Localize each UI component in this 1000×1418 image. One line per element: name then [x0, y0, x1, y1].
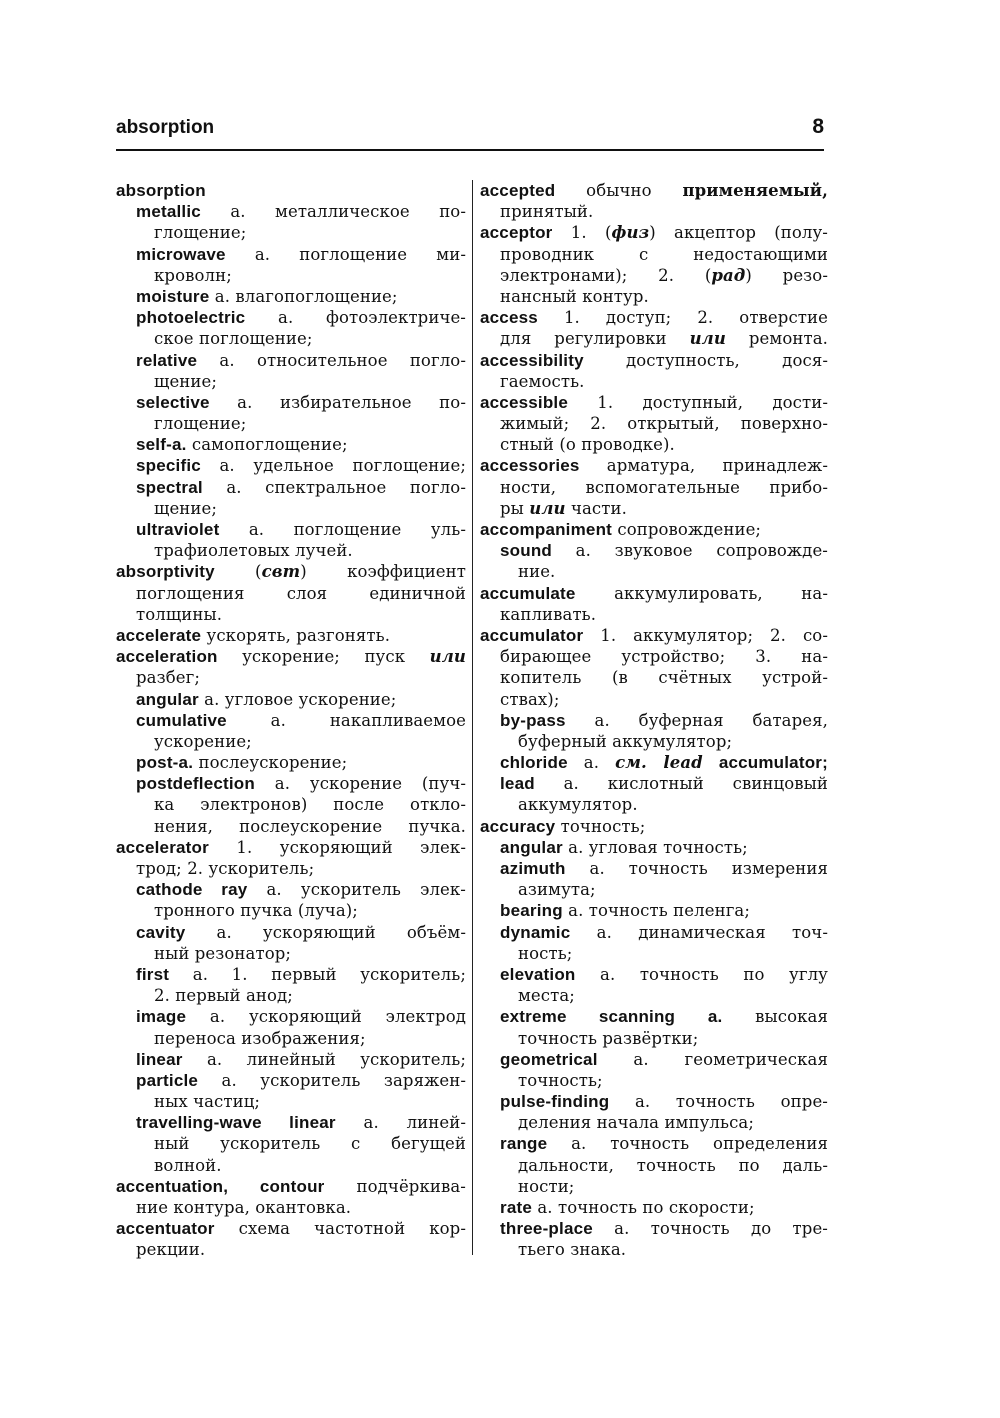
headword: accelerate [116, 625, 202, 645]
definition-text: места; [518, 986, 575, 1006]
entry-line [480, 1133, 828, 1154]
entry-line [480, 646, 828, 667]
definition-text: щение; [154, 371, 218, 391]
entry-line [480, 519, 828, 540]
entry-line [116, 1006, 466, 1027]
entry-line [480, 1112, 828, 1133]
label-italic: или [689, 329, 726, 349]
entry-line [480, 1028, 828, 1049]
definition-text: a. влагопоглощение; [209, 286, 398, 306]
entry-line [480, 625, 828, 646]
entry-line [116, 1070, 466, 1091]
entry-line [480, 180, 828, 201]
definition-text: щение; [154, 498, 218, 518]
entry-line [480, 1197, 828, 1218]
entry-line [480, 434, 828, 455]
entry-line [480, 540, 828, 561]
entry-line [116, 1218, 466, 1239]
definition-text: a. 1. первый ускоритель; [169, 964, 466, 984]
headword: sound [500, 541, 552, 561]
entry-line [480, 561, 828, 582]
definition-text: a. ускоритель элек- [247, 880, 466, 900]
definition-text: a. кислотный свинцовый [534, 774, 828, 794]
headword: acceptor [480, 223, 553, 243]
headword: spectral [136, 477, 203, 497]
entry-line [116, 964, 466, 985]
headword: photoelectric [136, 308, 246, 328]
label-italic: или [529, 498, 566, 518]
definition-text: ние. [518, 562, 556, 582]
definition-text: проводник с недостающими [500, 244, 828, 264]
definition-text: тьего знака. [518, 1240, 627, 1260]
entry-line [116, 1112, 466, 1133]
entry-line [116, 689, 466, 710]
entry-line [116, 667, 466, 688]
entry-line [480, 689, 828, 710]
entry-line [116, 371, 466, 392]
definition-text: a. точность до тре- [592, 1219, 828, 1239]
definition-text: буферный аккумулятор; [518, 731, 733, 751]
definition-text: ) акцептор (полу- [649, 223, 828, 243]
definition-text: ных частиц; [154, 1092, 261, 1112]
definition-text: волной. [154, 1155, 222, 1175]
headword: extreme scanning [500, 1007, 676, 1027]
entry-line [480, 1070, 828, 1091]
headword: dynamic [500, 922, 571, 942]
entry-line [480, 413, 828, 434]
definition-text: разбег; [136, 668, 201, 688]
headword: absorption [116, 181, 206, 200]
running-header [116, 115, 824, 151]
definition-text: рекции. [136, 1240, 206, 1260]
definition-text: a. фотоэлектриче- [245, 308, 466, 328]
label-italic: физ [611, 223, 650, 243]
definition-text: ка электронов) после откло- [154, 795, 466, 815]
entry-line [480, 1049, 828, 1070]
page-number: 8 [812, 115, 824, 138]
definition-text: бирающее устройство; 3. на- [500, 647, 828, 667]
entry-line [116, 307, 466, 328]
entry-line [480, 265, 828, 286]
headword: rate [500, 1198, 532, 1217]
entry-line [480, 731, 828, 752]
entry-line [116, 731, 466, 752]
headword: postdeflection [136, 774, 255, 794]
headword: post-a. [136, 753, 194, 773]
definition-text: для регулировки [500, 329, 690, 349]
headword: moisture [136, 286, 210, 306]
entry-line [480, 1091, 828, 1112]
headword: metallic [136, 202, 201, 222]
definition-text: a. линейный ускоритель; [182, 1049, 466, 1069]
headword: microwave [136, 244, 226, 264]
headword: accessories [480, 456, 580, 476]
definition-text: ности, вспомогательные прибо- [500, 477, 828, 497]
entry-line [116, 1133, 466, 1154]
definition-text: a. динамическая точ- [570, 922, 828, 942]
definition-text: a. угловое ускорение; [198, 689, 397, 709]
definition-text: ускорение; [154, 731, 252, 751]
definition-text: a. угловая точность; [562, 837, 748, 857]
entry-line [116, 710, 466, 731]
entry-line [116, 1197, 466, 1218]
entry-line [116, 201, 466, 222]
definition-text: обычно [555, 181, 683, 200]
running-headword: absorption [116, 117, 215, 138]
definition-text: a. накапливаемое [226, 710, 466, 730]
definition-text: аккумулятор. [518, 795, 638, 815]
headword: acceleration [116, 647, 218, 667]
headword: access [480, 308, 538, 328]
entry-line [116, 498, 466, 519]
definition-text: 1. ускоряющий элек- [208, 837, 466, 857]
headword: ultraviolet [136, 520, 220, 539]
definition-text: деления начала импульса; [518, 1113, 755, 1133]
definition-text: 2. первый анод; [154, 986, 293, 1006]
entry-line [116, 773, 466, 794]
label-italic: рад [711, 265, 746, 285]
definition-text: a. точность по углу [575, 964, 828, 984]
entry-line [116, 540, 466, 561]
headword: pulse-finding [500, 1092, 610, 1112]
headword: cumulative [136, 710, 227, 730]
entry-line [480, 667, 828, 688]
entry-line [116, 1155, 466, 1176]
headword: bearing [500, 901, 563, 921]
entry-line [116, 604, 466, 625]
headword: by-pass [500, 710, 566, 730]
definition-text: a. поглощение уль- [219, 520, 466, 539]
entry-line [480, 371, 828, 392]
entry-line [480, 307, 828, 328]
definition-text: a. относительное погло- [197, 350, 466, 370]
definition-text: a. ускоритель заряжен- [198, 1070, 466, 1090]
entry-line [480, 455, 828, 476]
headword: angular [500, 837, 563, 857]
definition-text: a. металлическое по- [200, 202, 466, 222]
entry-line [480, 837, 828, 858]
definition-text: a. [567, 753, 616, 773]
definition-text: части. [565, 498, 627, 518]
definition-text: 1. ( [552, 223, 612, 243]
headword: three-place [500, 1219, 593, 1239]
entry-line [480, 879, 828, 900]
headword: specific [136, 456, 201, 476]
entry-line [116, 180, 466, 201]
definition-text: a. ускорение (пуч- [254, 774, 466, 794]
definition-text: поглощения слоя единичной [136, 583, 466, 603]
definition-text: ры [500, 498, 530, 518]
headword: cathode ray [136, 880, 248, 900]
definition-text: высокая [722, 1007, 828, 1027]
headword: cavity [136, 922, 186, 942]
entry-line [480, 773, 828, 794]
headword: image [136, 1007, 187, 1027]
definition-text: a. удельное поглощение; [200, 456, 466, 476]
entry-line [480, 794, 828, 815]
definition-text: нансный контур. [500, 286, 649, 306]
entry-line [480, 943, 828, 964]
definition-text: тронного пучка (луча); [154, 901, 358, 921]
entry-line [480, 201, 828, 222]
headword: linear [136, 1049, 183, 1069]
headword: elevation [500, 964, 576, 984]
entry-line [480, 604, 828, 625]
headword: range [500, 1134, 548, 1154]
headword: accompaniment [480, 520, 613, 539]
definition-text: ( [214, 562, 262, 582]
definition-text: гаемость. [500, 371, 585, 391]
entry-line [480, 710, 828, 731]
definition-text: подчёркива- [324, 1176, 466, 1196]
definition-text: переноса изображения; [154, 1028, 366, 1048]
definition-text: 1. аккумулятор; 2. со- [583, 625, 828, 645]
definition-text: ское поглощение; [154, 329, 313, 349]
definition-text: дальности, точность по даль- [518, 1155, 828, 1175]
entry-line [480, 498, 828, 519]
entry-line [116, 879, 466, 900]
definition-text [703, 753, 719, 772]
headword: chloride [500, 753, 568, 773]
definition-text: a. точность определения [547, 1134, 828, 1154]
definition-text: ствах); [500, 689, 560, 709]
entry-line [116, 625, 466, 646]
headword: accelerator [116, 837, 209, 857]
definition-text: a. точность пеленга; [562, 901, 751, 921]
entry-line [116, 985, 466, 1006]
entry-line [116, 1239, 466, 1260]
entry-line [116, 519, 466, 540]
definition-text: ность; [518, 943, 573, 963]
entry-line [116, 1091, 466, 1112]
headword: travelling-wave linear [136, 1113, 336, 1133]
definition-text: нения, послеускорение пучка. [154, 816, 466, 836]
definition-text: a. поглощение ми- [225, 244, 466, 264]
definition-text: капливать. [500, 604, 597, 624]
entry-line [480, 222, 828, 243]
entry-line [116, 900, 466, 921]
definition-text: 1. доступ; 2. отверстие [537, 308, 828, 328]
headword: relative [136, 350, 198, 370]
definition-text: доступность, дося- [583, 350, 828, 370]
definition-text: глощение; [154, 223, 247, 243]
definition-text: копитель (в счётных устрой- [500, 668, 828, 688]
entry-line [116, 477, 466, 498]
definition-text: a. геометрическая [597, 1049, 828, 1069]
entry-line [480, 1176, 828, 1197]
headword: accessibility [480, 350, 584, 370]
definition-text: 1. доступный, дости- [568, 392, 828, 412]
definition-text: ремонта. [725, 329, 828, 349]
entry-line [480, 350, 828, 371]
definition-text: a. спектральное погло- [202, 477, 466, 497]
entry-line [480, 286, 828, 307]
definition-text: a. ускоряющий электрод [186, 1007, 466, 1027]
entry-line [116, 646, 466, 667]
definition-text: электронами); 2. ( [500, 265, 712, 285]
headword: azimuth [500, 859, 566, 878]
entry-line [116, 858, 466, 879]
definition-text: ный ускоритель с бегущей [154, 1134, 466, 1154]
definition-text: a. звуковое сопровожде- [552, 541, 828, 561]
entry-line [480, 985, 828, 1006]
entry-line [116, 286, 466, 307]
definition-text: схема частотной кор- [214, 1219, 466, 1239]
entry-line [480, 900, 828, 921]
entry-line [480, 1218, 828, 1239]
entry-line [480, 328, 828, 349]
label-italic: или [429, 647, 466, 667]
entry-line [480, 392, 828, 413]
entry-line [480, 922, 828, 943]
entry-line [116, 434, 466, 455]
definition-text: ) коэффициент [300, 562, 466, 582]
definition-text: применяемый, [682, 181, 828, 200]
definition-text: точность; [518, 1070, 603, 1090]
definition-text: кроволн; [154, 265, 232, 285]
definition-text: глощение; [154, 414, 247, 434]
label-italic: см. lead [615, 753, 703, 773]
headword: accessible [480, 392, 569, 412]
definition-text: трод; 2. ускоритель; [136, 859, 315, 878]
entry-line [116, 222, 466, 243]
definition-text: азимута; [518, 880, 596, 900]
headword: accumulator; [718, 753, 828, 773]
headword: angular [136, 689, 199, 709]
entry-line [116, 922, 466, 943]
definition-text: принятый. [500, 202, 594, 222]
entry-line [116, 392, 466, 413]
definition-text [675, 1007, 708, 1026]
entry-line [116, 752, 466, 773]
entry-line [480, 1155, 828, 1176]
entry-line [480, 244, 828, 265]
entry-line [116, 350, 466, 371]
entry-line [116, 244, 466, 265]
definition-text: ние контура, окантовка. [136, 1198, 352, 1217]
definition-text: ности; [518, 1176, 575, 1196]
headword: accuracy [480, 816, 556, 836]
headword: first [136, 964, 170, 984]
headword: accentuator [116, 1219, 215, 1239]
entry-line [116, 1176, 466, 1197]
definition-text: толщины. [136, 604, 223, 624]
headword: accumulator [480, 625, 584, 645]
definition-text: послеускорение; [193, 753, 348, 773]
entry-line [116, 413, 466, 434]
headword: particle [136, 1070, 199, 1090]
entry-line [480, 858, 828, 879]
headword: self-a. [136, 435, 187, 455]
headword: selective [136, 392, 210, 412]
entry-line [116, 1049, 466, 1070]
definition-text: трафиолетовых лучей. [154, 541, 353, 561]
entry-line [116, 561, 466, 582]
definition-text: a. точность измерения [565, 859, 828, 878]
entry-line [480, 1006, 828, 1027]
headword: absorptivity [116, 562, 215, 582]
definition-text: сопровождение; [612, 520, 762, 539]
entry-line [480, 752, 828, 773]
definition-text: самопоглощение; [186, 435, 348, 455]
definition-text: a. избирательное по- [209, 392, 466, 412]
definition-text: ускорение; пуск [217, 647, 430, 667]
entry-line [116, 943, 466, 964]
definition-text: ) резо- [745, 265, 828, 285]
left-column [116, 180, 466, 1261]
definition-text: a. точность по скорости; [532, 1198, 755, 1217]
entry-line [480, 1239, 828, 1260]
headword: a. [707, 1007, 723, 1027]
definition-text: a. буферная батарея, [565, 710, 828, 730]
entry-line [116, 794, 466, 815]
entry-line [116, 1028, 466, 1049]
entry-line [116, 583, 466, 604]
entry-line [116, 816, 466, 837]
definition-text: ный резонатор; [154, 943, 292, 963]
headword: geometrical [500, 1049, 598, 1069]
entry-line [480, 477, 828, 498]
column-divider [472, 180, 473, 1255]
entry-line [480, 816, 828, 837]
label-italic: свт [261, 562, 301, 582]
definition-text: арматура, принадлеж- [579, 456, 828, 476]
headword: lead [500, 774, 535, 794]
entry-line [116, 265, 466, 286]
definition-text: аккумулировать, на- [575, 583, 828, 603]
right-column [480, 180, 828, 1261]
definition-text: a. точность опре- [609, 1092, 828, 1112]
entry-line [480, 583, 828, 604]
definition-text: стный (о проводке). [500, 435, 675, 455]
headword: accentuation, contour [116, 1176, 325, 1196]
definition-text: ускорять, разгонять. [201, 625, 391, 645]
entry-line [116, 455, 466, 476]
definition-text: точность развёртки; [518, 1028, 699, 1048]
entry-line [480, 964, 828, 985]
definition-text: точность; [555, 816, 646, 836]
definition-text: a. ускоряющий объём- [185, 922, 466, 942]
definition-text: жимый; 2. открытый, поверхно- [500, 414, 828, 434]
headword: accumulate [480, 583, 576, 603]
entry-line [116, 328, 466, 349]
entry-line [116, 837, 466, 858]
definition-text: a. линей- [335, 1113, 466, 1133]
headword: accepted [480, 181, 556, 200]
